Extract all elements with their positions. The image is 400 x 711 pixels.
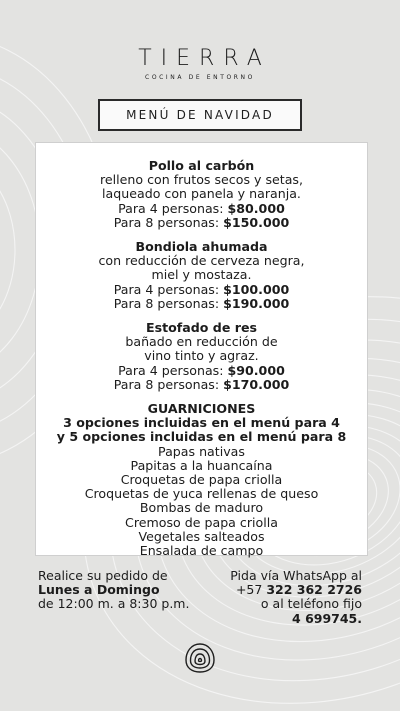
- brand-logo: TIERRA: [138, 46, 271, 71]
- garnicion-item: Vegetales salteados: [138, 528, 265, 544]
- order-hours-range: de 12:00 m. a 8:30 p.m.: [38, 596, 190, 612]
- price-amount: $100.000: [223, 281, 290, 297]
- price-amount: $90.000: [227, 362, 285, 378]
- dish-item: [36, 159, 367, 230]
- garniciones-note: 3 opciones incluidas en el menú para 4: [63, 415, 340, 431]
- garniciones-note: y 5 opciones incluidas en el menú para 8: [56, 429, 347, 445]
- landline-intro: o al teléfono fijo: [260, 596, 362, 612]
- fingerprint-logo-icon: [183, 641, 217, 675]
- garnicion-item: Papitas a la huancaína: [130, 457, 273, 473]
- price-label: Para 4 personas:: [118, 200, 228, 216]
- dish-item: [36, 240, 367, 311]
- price-amount: $150.000: [223, 214, 290, 230]
- dish-description: bañado en reducción de: [125, 334, 278, 350]
- garnicion-item: Cremoso de papa criolla: [125, 514, 278, 530]
- dish-description: vino tinto y agraz.: [144, 348, 259, 364]
- page-title: MENÚ DE NAVIDAD: [98, 99, 302, 131]
- dish-name: Estofado de res: [146, 320, 257, 336]
- garnicion-item: Croquetas de papa criolla: [120, 472, 283, 488]
- price-label: Para 8 personas:: [113, 376, 224, 392]
- price-amount: $170.000: [223, 376, 290, 392]
- brand-tagline: COCINA DE ENTORNO: [145, 74, 255, 81]
- garniciones-title: GUARNICIONES: [147, 401, 256, 417]
- garnicion-item: Ensalada de campo: [139, 543, 264, 559]
- price-line: [36, 378, 367, 392]
- whatsapp-prefix: +57: [235, 582, 267, 598]
- price-amount: $190.000: [223, 295, 290, 311]
- dish-description: con reducción de cerveza negra,: [98, 253, 305, 269]
- garnicion-item: Croquetas de yuca rellenas de queso: [84, 486, 319, 502]
- price-label: Para 4 personas:: [118, 362, 228, 378]
- dish-description: miel y mostaza.: [151, 267, 252, 283]
- landline-number[interactable]: 4 699745.: [292, 610, 362, 626]
- menu-card: [35, 142, 368, 559]
- whatsapp-intro: Pida vía WhatsApp al: [230, 568, 362, 583]
- garniciones-section: [36, 402, 367, 558]
- price-line: [36, 364, 367, 378]
- price-label: Para 4 personas:: [113, 281, 224, 297]
- price-label: Para 8 personas:: [113, 214, 224, 230]
- garnicion-item: Bombas de maduro: [139, 500, 264, 516]
- garnicion-item: Papas nativas: [158, 443, 245, 459]
- contact-info: [187, 569, 362, 626]
- price-line: [36, 283, 367, 297]
- dish-description: relleno con frutos secos y setas,: [100, 172, 303, 188]
- price-line: [36, 297, 367, 311]
- dish-name: Bondiola ahumada: [135, 239, 268, 255]
- whatsapp-line: [187, 583, 362, 597]
- order-days: Lunes a Domingo: [38, 582, 160, 598]
- dish-description: laqueado con panela y naranja.: [102, 186, 301, 202]
- price-amount: $80.000: [227, 200, 285, 216]
- price-line: [36, 202, 367, 216]
- dish-name: Pollo al carbón: [148, 158, 255, 173]
- whatsapp-number[interactable]: 322 362 2726: [266, 582, 362, 598]
- dish-item: [36, 321, 367, 392]
- brand-header: [0, 46, 400, 81]
- order-intro: Realice su pedido de: [38, 568, 168, 583]
- price-line: [36, 216, 367, 230]
- price-label: Para 8 personas:: [113, 295, 224, 311]
